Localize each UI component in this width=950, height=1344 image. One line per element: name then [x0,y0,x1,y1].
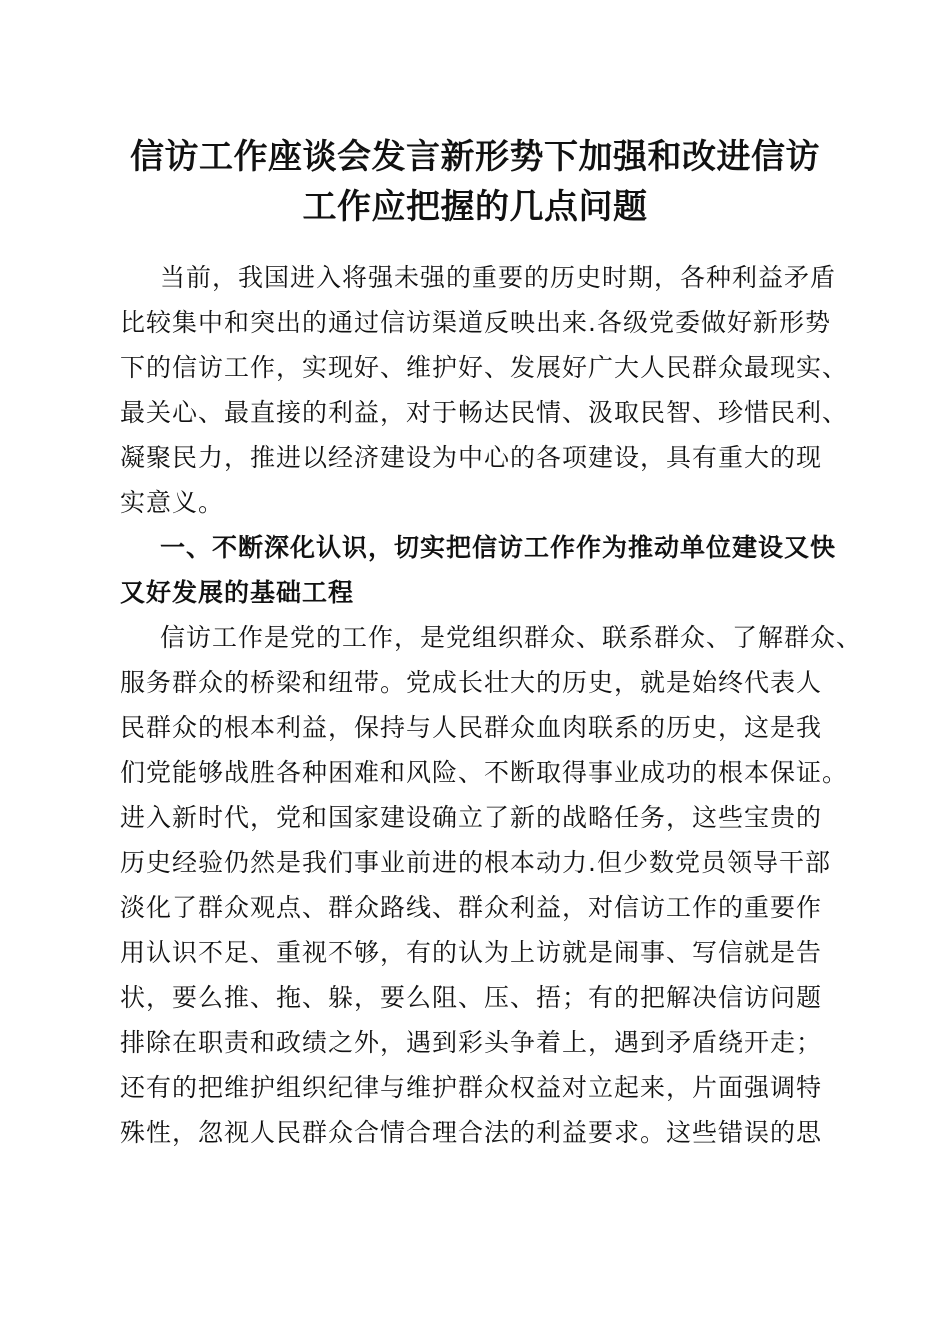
paragraph-line: 状，要么推、拖、躲，要么阻、压、捂；有的把解决信访问题 [120,983,823,1012]
paragraph-line: 还有的把维护组织纪律与维护群众权益对立起来，片面强调特 [120,1073,823,1102]
document-body [120,255,863,1155]
document-title [100,132,850,232]
intro-paragraph [120,255,849,525]
paragraph-line: 当前，我国进入将强未强的重要的历史时期，各种利益矛盾 [160,263,837,292]
paragraph-line: 用认识不足、重视不够，有的认为上访就是闹事、写信就是告 [120,938,823,967]
heading-line: 一、不断深化认识，切实把信访工作作为推动单位建设又快 [160,533,837,562]
paragraph-line: 民群众的根本利益，保持与人民群众血肉联系的历史，这是我 [120,713,823,742]
paragraph-line: 殊性，忽视人民群众合情合理合法的利益要求。这些错误的思 [120,1118,823,1147]
paragraph-line: 淡化了群众观点、群众路线、群众利益，对信访工作的重要作 [120,893,823,922]
paragraph-line: 实意义。 [120,488,225,517]
paragraph-line: 进入新时代，党和国家建设确立了新的战略任务，这些宝贵的 [120,803,823,832]
paragraph-line: 凝聚民力，推进以经济建设为中心的各项建设，具有重大的现 [120,443,823,472]
paragraph-line: 比较集中和突出的通过信访渠道反映出来.各级党委做好新形势 [120,308,831,337]
title-line: 工作应把握的几点问题 [302,187,648,227]
paragraph-line: 下的信访工作，实现好、维护好、发展好广大人民群众最现实、 [120,353,849,382]
title-line: 信访工作座谈会发言新形势下加强和改进信访 [130,137,820,177]
paragraph-line: 服务群众的桥梁和纽带。党成长壮大的历史，就是始终代表人 [120,668,823,697]
paragraph-line: 排除在职责和政绩之外，遇到彩头争着上，遇到矛盾绕开走； [120,1028,823,1057]
section-1-heading [120,525,840,615]
heading-line: 又好发展的基础工程 [120,578,355,607]
paragraph-line: 历史经验仍然是我们事业前进的根本动力.但少数党员领导干部 [120,848,831,877]
paragraph-line: 最关心、最直接的利益，对于畅达民情、汲取民智、珍惜民利、 [120,398,849,427]
section-1-paragraph [120,615,863,1155]
paragraph-line: 信访工作是党的工作，是党组织群众、联系群众、了解群众、 [160,623,863,652]
paragraph-line: 们党能够战胜各种困难和风险、不断取得事业成功的根本保证。 [120,758,849,787]
